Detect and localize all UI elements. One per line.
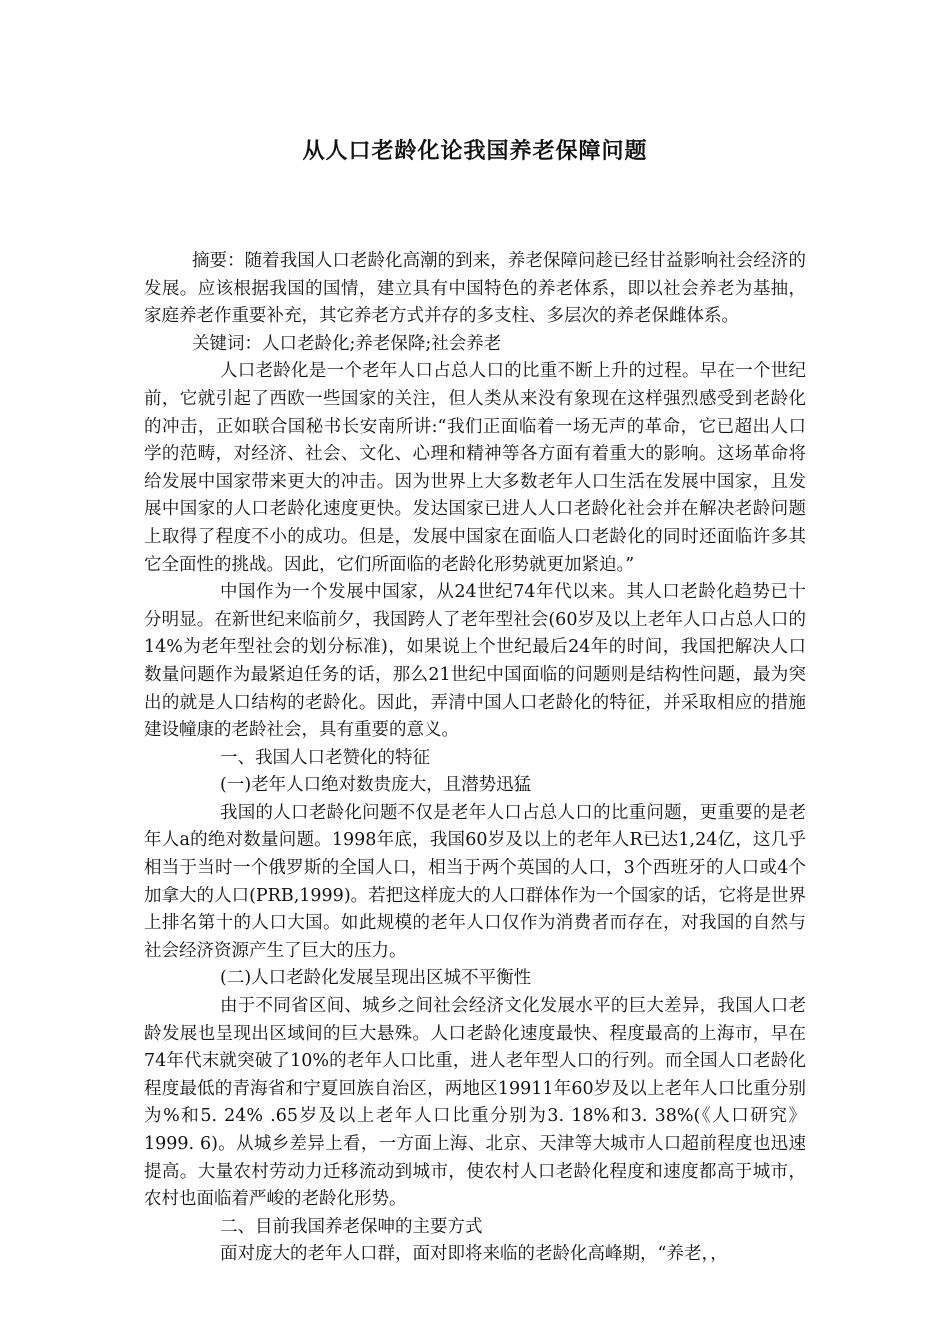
keywords-line: 关键词：人口老龄化;养老保降;社会养老 [192,333,502,354]
abstract-paragraph: 摘要：随着我国人口老龄化高潮的到来，养老保障问趁已经甘益影响社会经济的发展。应该根据我国的国情，建立具有中国特色的养老体系，即以社会养老为基抽，家庭养老作重要补充，其它养老方式并存的多支柱、多层次的养老保雌体系。 [144,251,806,327]
body-paragraph: 中国作为一个发展中国家，从24世纪74年代以来。其人口老龄化趋势已十分明显。在新世纪来临前夕，我国跨人了老年型社会(60岁及以上老年人口占总人口的14%为老年型社会的划分标准)，如果说上个世纪最后24年的时间，我国把解决人口数量问题作为最紧迫任务的话，那么21世纪中国面临的问题则是结构性问题，最为突出的就是人口结构的老龄化。因此，弄清中国人口老龄化的特征，并采取相应的措施建设幢康的老龄社会，具有重要的意义。 [144,582,806,741]
section-heading: 二、目前我国养老保呻的主要方式 [220,1216,483,1237]
subsection-heading: (一)老年人口绝对数贵庞大，且潜势迅猛 [220,775,532,796]
body-paragraph: 人口老龄化是一个老年人口占总人口的比重不断上升的过程。早在一个世纪前，它就引起了西欧一些国家的关注，但人类从来没有象现在这样强烈感受到老龄化的冲击，正如联合国秘书长安南所讲:“我们正面临着一场无声的革命，它已超出人口学的范畴，对经济、社会、文化、心理和精神等各方面有着重大的影响。这场革命将给发展中国家带来更大的冲击。因为世界上大多数老年人口生活在发展中国家，且发展中国家的人口老龄化速度更快。发达国家已进人人口老龄化社会并在解决老龄问题上取得了程度不小的成功。但是，发展中国家在面临人口老龄化的同时还面临许多其它全面性的挑战。因此，它们所面临的老龄化形势就更加紧迫。” [144,361,806,575]
body-paragraph: 由于不同省区间、城乡之间社会经济文化发展水平的巨大差异，我国人口老龄发展也呈现出区域间的巨大悬殊。人口老龄化速度最快、程度最高的上海市，早在74年代末就突破了10%的老年人口比重，进人老年型人口的行列。而全国人口老龄化程度最低的青海省和宁夏回族自治区，两地区19911年60岁及以上老年人口比重分别为%和5. 24% .65岁及以上老年人口比重分别为3. 18%和3. 38%(《人口研究》1999. 6)。从城乡差异上看，一方面上海、北京、天津等大城市人口超前程度也迅速提高。大量农村劳动力迁移流动到城市，使农村人口老龄化程度和速度都高于城市，农村也面临着严峻的老龄化形势。 [144,996,806,1210]
document-body [144,248,806,1269]
subsection-heading: (二)人口老龄化发展呈现出区城不平衡性 [220,968,532,989]
document-title: 从人口老龄化论我国养老保障问题 [302,138,648,164]
body-paragraph: 面对庞大的老年人口群，面对即将来临的老龄化高峰期，“养老，， [220,1244,728,1265]
section-heading: 一、我国人口老赞化的特征 [220,747,430,768]
body-paragraph: 我国的人口老龄化问题不仅是老年人口占总人口的比重问题，更重要的是老年人a的绝对数量问题。1998年底，我国60岁及以上的老年人R已达1,24亿，这几乎相当于当时一个俄罗斯的全国人口，相当于两个英国的人口，3个西班牙的人口或4个加拿大的人口(PRB,1999)。若把这样庞大的人口群体作为一个国家的话，它将是世界上排名第十的人口大国。如此规模的老年人口仅作为消费者而存在，对我国的自然与社会经济资源产生了巨大的压力。 [144,802,806,961]
